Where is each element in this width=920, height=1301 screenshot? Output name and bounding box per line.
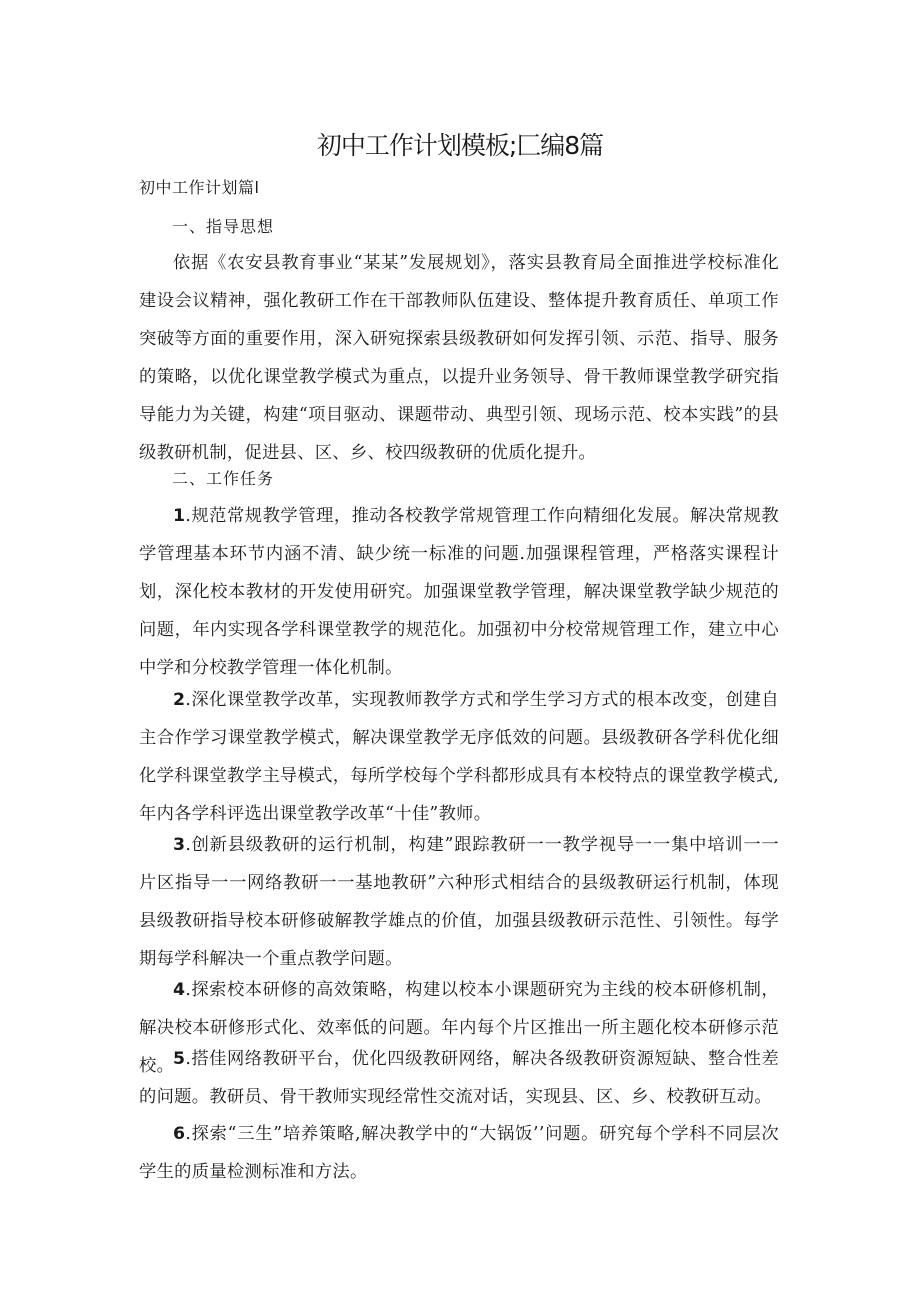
document-subtitle: 初中工作计划篇l xyxy=(139,178,260,197)
item-number: 6 xyxy=(173,1124,186,1144)
item-text: .搭佳网络教研平台，优化四级教研网络，解决各级教研资源短缺、整合性差的问题。教研员、骨干教师实现经常性交流对话，实现县、区、乡、校教研互动。 xyxy=(139,1049,779,1107)
item-text: .规范常规教学管理，推动各校教学常规管理工作向精细化发展。解决常规教学管理基本环节内涵不清、缺少统一标准的问题.加强课程管理，严格落实课程计划，深化校本教材的开发使用研究。加强课堂教学管理，解决课堂教学缺少规范的问题，年内实现各学科课堂教学的规范化。加强初中分校常规管理工作，建立中心中学和分校教学管理一体化机制。 xyxy=(139,506,779,678)
item-number: 2 xyxy=(173,690,186,710)
item-number: 1 xyxy=(173,506,186,526)
list-item xyxy=(139,1040,779,1116)
list-item xyxy=(139,681,779,833)
document-title: 初中工作计划模板;匚编8篇 xyxy=(316,131,604,160)
item-number: 5 xyxy=(173,1049,186,1069)
item-text: .探索校本研修的高效策略，构建以校本小课题研究为主线的校本研修机制，解决校本研修形式化、效率低的问题。年内每个片区推出一所主题化校本研修示范校。 xyxy=(139,980,779,1076)
section-heading-work-tasks: 二、工作任务 xyxy=(172,469,275,488)
paragraph-guiding-ideology: 依据《农安县教育事业“某某”发展规划》，落实县教育局全面推进学校标准化建设会议精神，强化教研工作在干部教师队伍建设、整体提升教育质任、单项工作突破等方面的重要作用，深入研宛探索县级教研如何发挥引领、示范、指导、服务的策略，以优化课堂教学模式为重点，以提升业务领导、骨干教师课堂教学研究指导能力为关键，构建“项目驱动、课题带动、典型引领、现场示范、校本实践”的县级教研机制，促进县、区、乡、校四级教研的优质化提升。 xyxy=(139,253,779,463)
section-heading-guiding-ideology: 一、指导思想 xyxy=(172,217,275,236)
item-text: .创新县级教研的运行机制，构建”跟踪教研一一教学视导一一集中培训一一片区指导一一网络教研一一基地教研”六种形式相结合的县级教研运行机制，体现县级教研指导校本研修破解教学雄点的价值，加强县级教研示范性、引领性。每学期每学科解决一个重点教学问题。 xyxy=(139,835,779,969)
list-item xyxy=(139,826,779,978)
item-text: .探索“三生”培养策略,解决教学中的“大锅饭’’问题。研究每个学科不同层次学生的质量检测标准和方法。 xyxy=(139,1124,779,1182)
item-number: 4 xyxy=(173,980,186,1000)
list-item xyxy=(139,1115,779,1191)
item-text: .深化课堂教学改革，实现教师教学方式和学生学习方式的根本改变，创建自主合作学习课堂教学模式，解决课堂教学无序低效的问题。县级教研各学科优化细化学科课堂教学主导模式，每所学校每个学科都形成具有本校特点的课堂教学模式,年内各学科评选出课堂教学改革“十佳”教师。 xyxy=(139,690,779,824)
list-item xyxy=(139,497,779,687)
item-number: 3 xyxy=(173,835,186,855)
